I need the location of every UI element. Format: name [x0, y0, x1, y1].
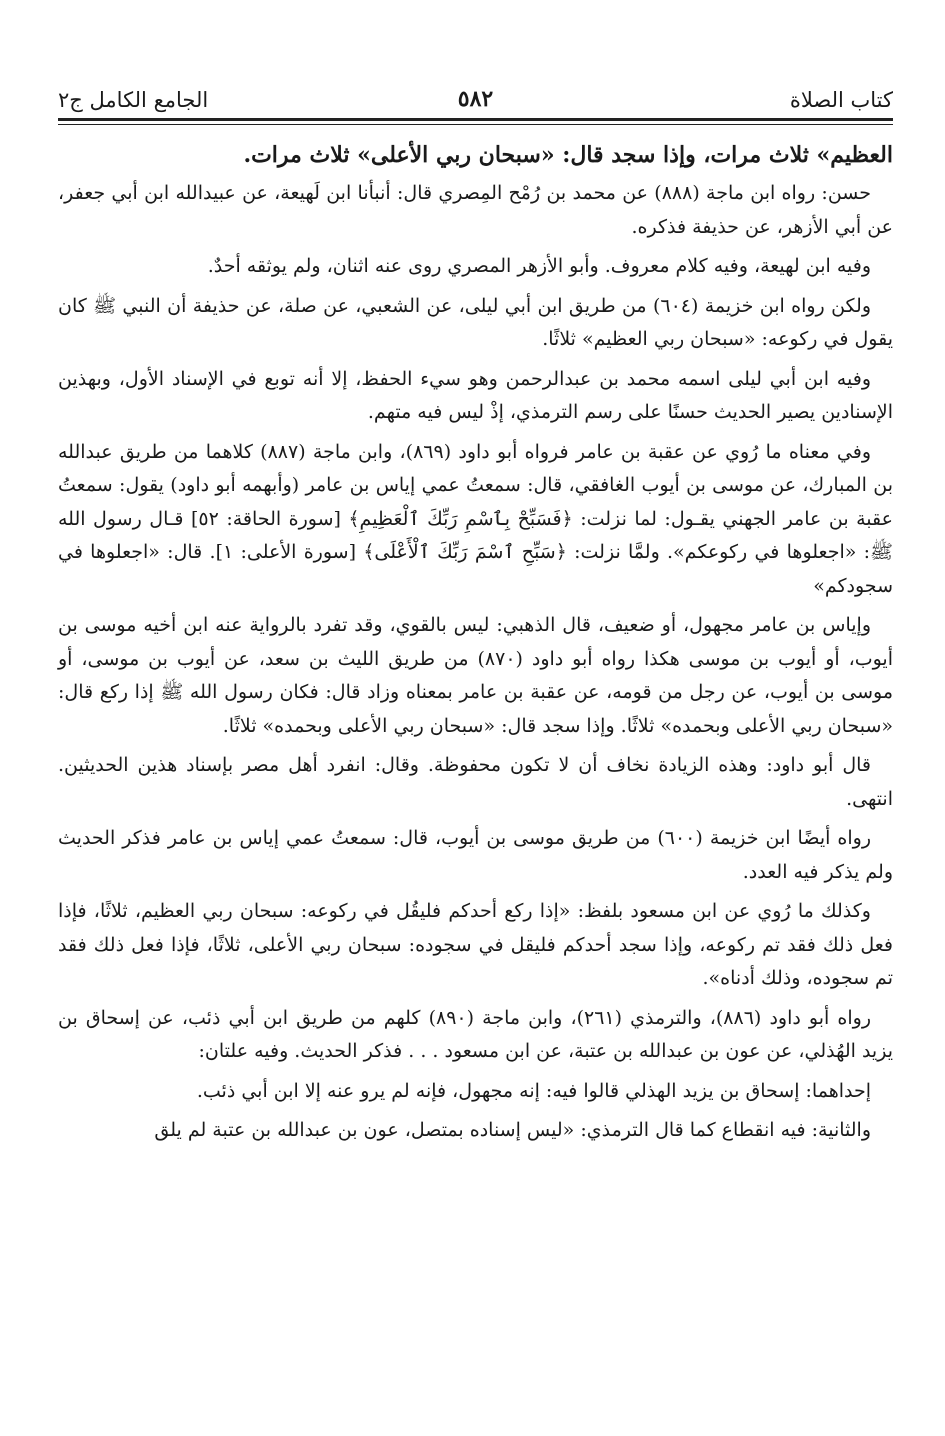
paragraph: قال أبو داود: وهذه الزيادة نخاف أن لا تكون محفوظة. وقال: انفرد أهل مصر بإسناد هذين الحديثين. انتهى. — [58, 754, 893, 810]
paragraph: رواه أبو داود (٨٨٦)، والترمذي (٢٦١)، وابن ماجة (٨٩٠) كلهم من طريق ابن أبي ذئب، عن إسحاق بن يزيد الهُذلي، عن عون بن عبدالله بن عتبة، عن ابن مسعود . . . فذكر الحديث. وفيه علتان: — [58, 1006, 893, 1062]
paragraph: إحداهما: إسحاق بن يزيد الهذلي قالوا فيه: إنه مجهول، فإنه لم يرو عنه إلا ابن أبي ذئب. — [196, 1079, 871, 1102]
header-book-title: الجامع الكامل ج٢ — [58, 88, 209, 112]
page-number: ٥٨٢ — [457, 86, 494, 112]
paragraph: وفيه ابن أبي ليلى اسمه محمد بن عبدالرحمن وهو سيء الحفظ، إلا أنه توبع في الإسناد الأول، وبهذين الإسنادين يصير الحديث حسنًا على رسم الترمذي، إذْ ليس فيه متهم. — [58, 367, 893, 423]
paragraph: وإياس بن عامر مجهول، أو ضعيف، قال الذهبي: ليس بالقوي، وقد تفرد بالرواية عنه ابن أخيه موسى بن أيوب، أو أيوب بن موسى هكذا رواه أبو داود (٨٧٠) من طريق الليث بن سعد، عن أيوب بن موسى، أو موسى بن أيوب، عن رجل من قومه، عن عقبة بن عامر بمعناه وزاد قال: فكان رسول الله ﷺ إذا ركع قال: «سبحان ربي الأعلى وبحمده» ثلاثًا. وإذا سجد قال: «سبحان ربي الأعلى وبحمده» ثلاثًا. — [58, 614, 894, 737]
paragraph: وكذلك ما رُوي عن ابن مسعود بلفظ: «إذا ركع أحدكم فليقُل في ركوعه: سبحان ربي العظيم، ثلاثًا، فإذا فعل ذلك فقد تم ركوعه، وإذا سجد أحدكم فليقل في سجوده: سبحان ربي الأعلى، ثلاثًا، فإذا فعل ذلك فقد تم سجوده، وذلك أدناه». — [58, 900, 893, 989]
paragraph: حسن: رواه ابن ماجة (٨٨٨) عن محمد بن رُمْح المِصري قال: أنبأنا ابن لَهيعة، عن عبيدالله ابن أبي جعفر، عن أبي الأزهر، عن حذيفة فذكره. — [58, 182, 893, 238]
paragraph: ولكن رواه ابن خزيمة (٦٠٤) من طريق ابن أبي ليلى، عن الشعبي، عن صلة، عن حذيفة أن النبي ﷺ كان يقول في ركوعه: «سبحان ربي العظيم» ثلاثًا. — [58, 294, 893, 350]
body-text — [58, 137, 893, 1148]
paragraph: والثانية: فيه انقطاع كما قال الترمذي: «ليس إسناده بمتصل، عون بن عبدالله بن عتبة لم يلق — [154, 1119, 871, 1141]
paragraph: العظيم» ثلاث مرات، وإذا سجد قال: «سبحان ربي الأعلى» ثلاث مرات. — [243, 142, 893, 168]
paragraph: وفيه ابن لهيعة، وفيه كلام معروف. وأبو الأزهر المصري روى عنه اثنان، ولم يوثقه أحدٌ. — [207, 255, 871, 277]
header-chapter-title: كتاب الصلاة — [789, 88, 893, 112]
book-page — [0, 54, 945, 1436]
paragraph: وفي معناه ما رُوي عن عقبة بن عامر فرواه أبو داود (٨٦٩)، وابن ماجة (٨٨٧) كلاهما من طريق عبدالله بن المبارك، عن موسى بن أيوب الغافقي، قال: سمعتُ عمي إياس بن عامر (وأبهمه أبو داود) يقول: سمعتُ عقبة بن عامر الجهني يقـول: لما نزلت: ﴿فَسَبِّحْ بِٱسْمِ رَبِّكَ ٱلْعَظِيمِ﴾ [سورة الحاقة: ٥٢] قـال رسول الله ﷺ: «اجعلوها في ركوعكم». ولمَّا نزلت: ﴿سَبِّحِ ٱسْمَ رَبِّكَ ٱلْأَعْلَى﴾ [سورة الأعلى: ١]. قال: «اجعلوها في سجودكم» — [58, 440, 893, 597]
paragraph: رواه أيضًا ابن خزيمة (٦٠٠) من طريق موسى بن أيوب، قال: سمعتُ عمي إياس بن عامر فذكر الحديث ولم يذكر فيه العدد. — [58, 827, 893, 883]
header-rule — [58, 118, 893, 125]
running-header — [58, 54, 893, 118]
